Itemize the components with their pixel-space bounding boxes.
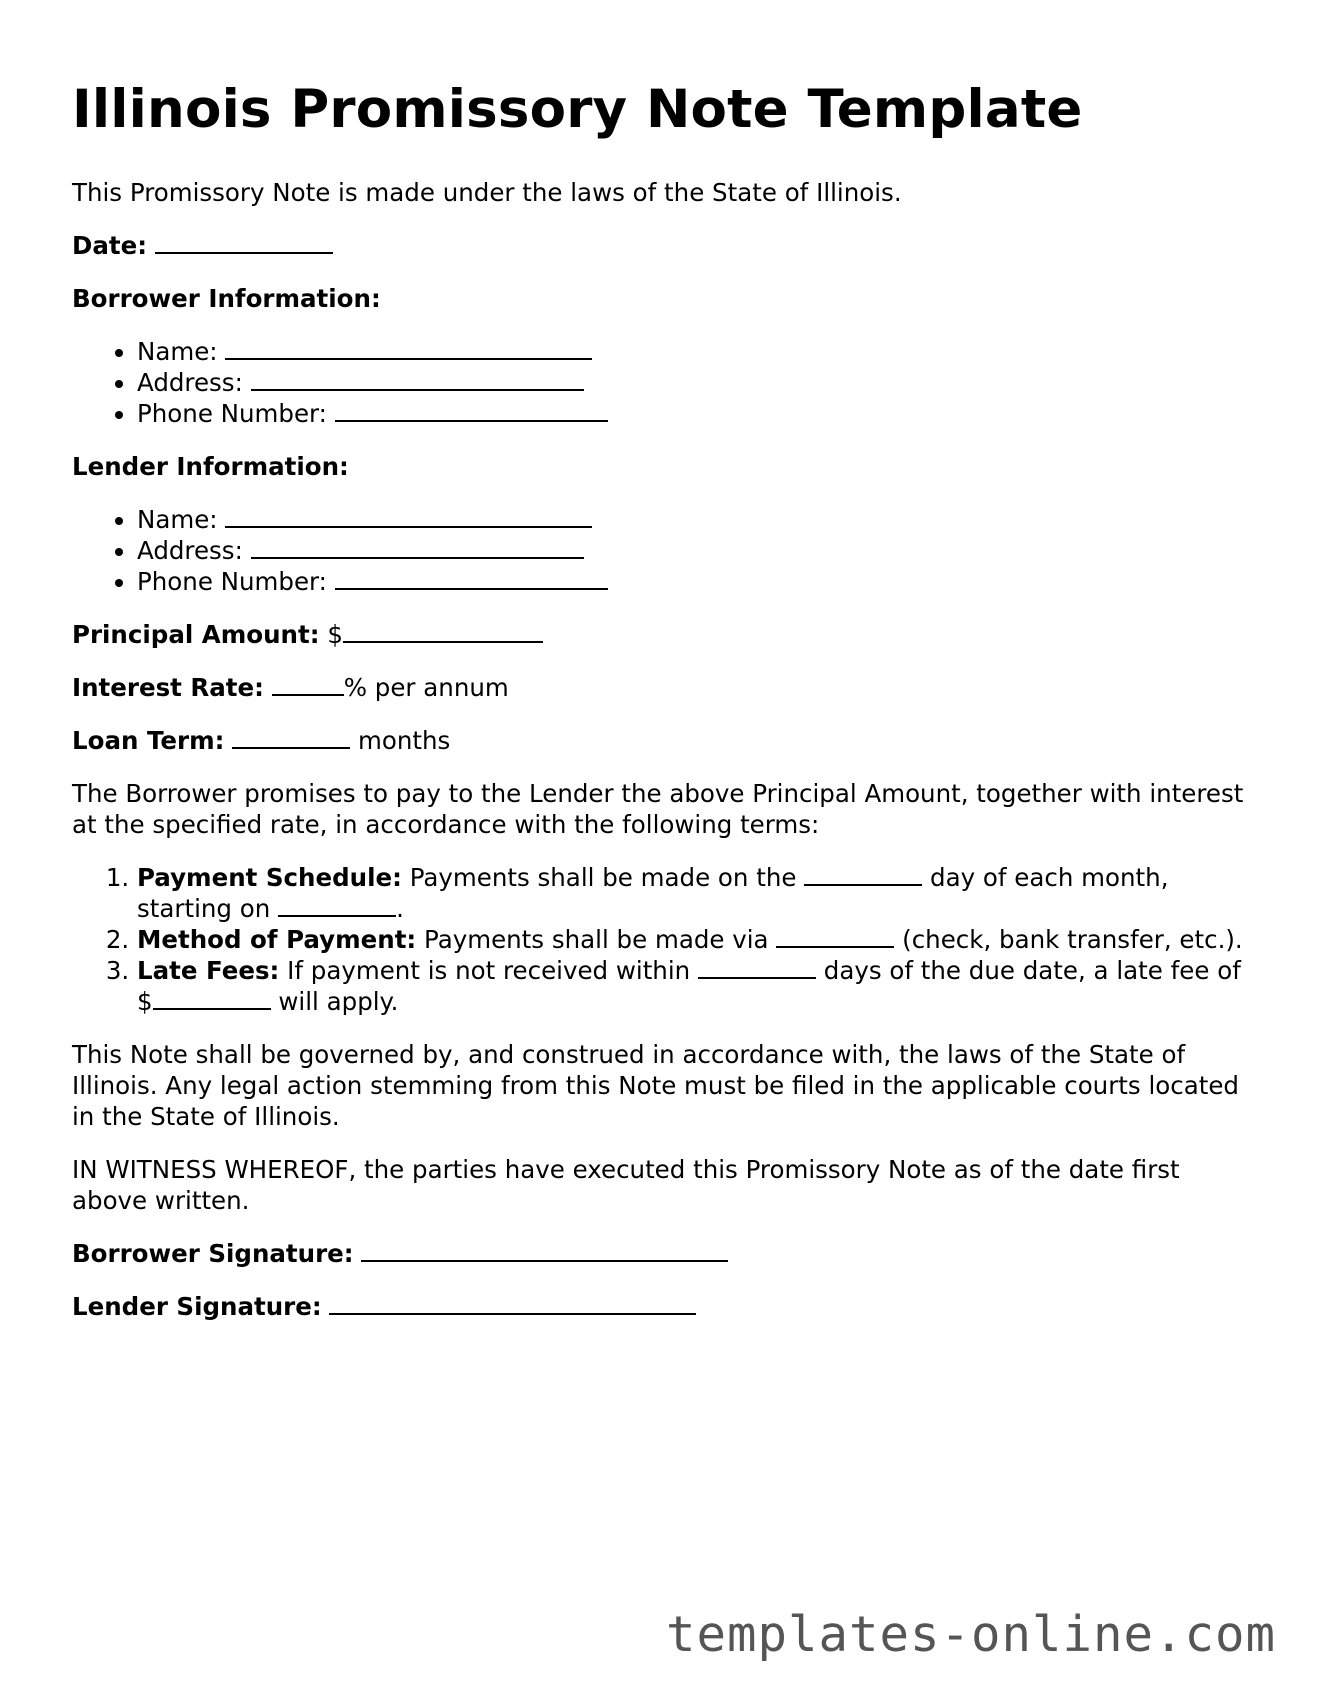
principal-label: Principal Amount: — [72, 619, 320, 649]
document-title: Illinois Promissory Note Template — [72, 79, 1083, 140]
document-page — [72, 80, 1252, 1322]
terms-list — [72, 862, 1252, 1017]
interest-line: Interest Rate: % per annum — [72, 672, 509, 702]
term-label: Loan Term: — [72, 725, 225, 755]
list-item: 3. Late Fees: If payment is not received within days of the due date, a late fee of $ will apply. — [137, 955, 1252, 1017]
borrower-signature-line — [72, 1238, 1252, 1269]
borrower-heading: Borrower Information: — [72, 283, 381, 313]
principal-blank[interactable] — [343, 619, 543, 643]
list-item: • Phone Number: — [137, 398, 1252, 429]
payment-method-blank[interactable] — [776, 924, 894, 948]
principal-line: Principal Amount: $ — [72, 619, 1252, 650]
term-line: Loan Term: months — [72, 725, 451, 755]
date-blank[interactable] — [155, 230, 333, 254]
promise-text: The Borrower promises to pay to the Lender the above Principal Amount, together with interest at the specified rate, in accordance with the following terms: — [72, 778, 1244, 839]
watermark: templates-online.com — [665, 1606, 1276, 1663]
lender-info-list — [72, 504, 1252, 597]
payment-day-blank[interactable] — [804, 862, 922, 886]
borrower-info-list — [72, 336, 1252, 429]
list-item: • Name: — [137, 504, 1252, 535]
late-days-blank[interactable] — [698, 955, 816, 979]
list-item: 1. Payment Schedule: Payments shall be made on the day of each month, starting on . — [137, 862, 1252, 924]
date-line — [72, 230, 1252, 261]
lender-phone-blank[interactable] — [335, 566, 608, 590]
lender-signature-label: Lender Signature: — [72, 1291, 322, 1321]
borrower-phone-blank[interactable] — [335, 398, 608, 422]
lender-address-blank[interactable] — [251, 535, 584, 559]
borrower-address-blank[interactable] — [251, 367, 584, 391]
list-item: • Phone Number: — [137, 566, 1252, 597]
payment-start-blank[interactable] — [278, 893, 396, 917]
borrower-name-blank[interactable] — [225, 336, 592, 360]
lender-name-blank[interactable] — [225, 504, 592, 528]
list-item: • Name: — [137, 336, 1252, 367]
witness-text: IN WITNESS WHEREOF, the parties have executed this Promissory Note as of the date first above written. — [72, 1154, 1180, 1215]
date-label: Date: — [72, 230, 147, 260]
late-fee-blank[interactable] — [153, 986, 271, 1010]
list-item: • Address: — [137, 535, 1252, 566]
list-item: • Address: — [137, 367, 1252, 398]
lender-heading: Lender Information: — [72, 451, 349, 481]
term-blank[interactable] — [232, 725, 350, 749]
intro-text: This Promissory Note is made under the laws of the State of Illinois. — [72, 177, 902, 207]
interest-label: Interest Rate: — [72, 672, 264, 702]
borrower-signature-blank[interactable] — [361, 1238, 728, 1262]
list-item: 2. Method of Payment: Payments shall be made via (check, bank transfer, etc.). — [137, 924, 1252, 955]
interest-blank[interactable] — [272, 672, 344, 696]
lender-signature-blank[interactable] — [329, 1291, 696, 1315]
lender-signature-line — [72, 1291, 1252, 1322]
borrower-signature-label: Borrower Signature: — [72, 1238, 354, 1268]
governing-text: This Note shall be governed by, and construed in accordance with, the laws of the State of Illinois. Any legal action stemming from this Note must be filed in the applicable courts located in the State of Illinois. — [72, 1039, 1239, 1131]
